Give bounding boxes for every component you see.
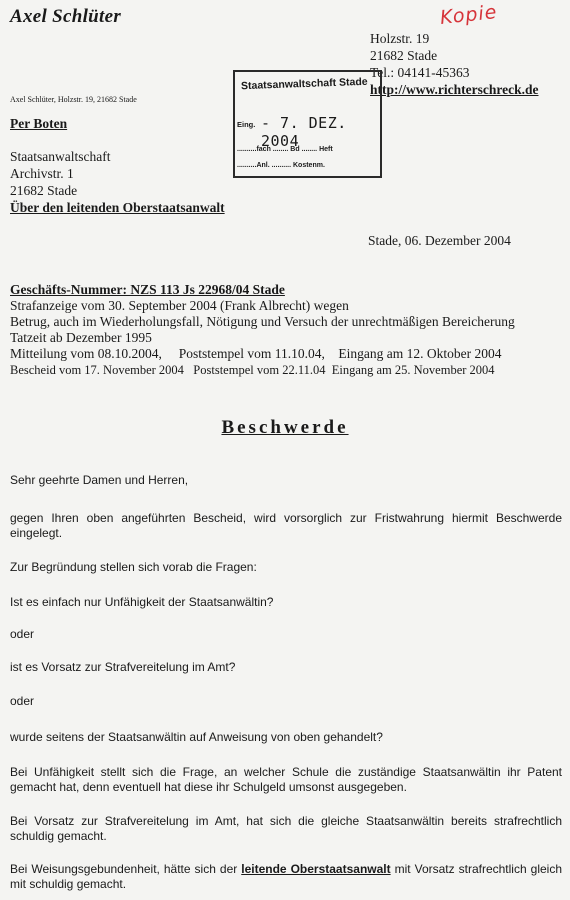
kopie-handwritten-mark: Kopie (439, 1, 499, 29)
greeting: Sehr geehrte Damen und Herren, (10, 473, 189, 487)
sender-name: Axel Schlüter (10, 6, 122, 27)
paragraph-5-underlined: leitende Oberstaatsanwalt (241, 862, 391, 876)
paragraph-5-start: Bei Weisungsgebundenheit, hätte sich der (10, 862, 242, 876)
return-address-line: Axel Schlüter, Holzstr. 19, 21682 Stade (10, 95, 137, 104)
oder-1: oder (10, 627, 35, 641)
document-title: Beschwerde (221, 417, 349, 438)
paragraph-4: Bei Vorsatz zur Strafvereitelung im Amt, hat sich die gleiche Staatsanwältin bereits strafrechtlich schuldig gemacht. (10, 814, 562, 843)
paragraph-3: Bei Unfähigkeit stellt sich die Frage, an welcher Schule die zuständige Staatsanwältin ihr Patent gemacht hat, denn eventuell hat diese ihr Schulgeld umsonst ausgegeben. (10, 765, 562, 794)
paragraph-5-end: mit Vorsatz strafrechtlich gleich mit schuldig gemacht. (10, 862, 562, 891)
reference-line-6: Bescheid vom 17. November 2004 Poststempel vom 22.11.04 Eingang am 25. November 2004 (10, 363, 495, 377)
stamp-title: Staatsanwaltschaft Stade (240, 75, 368, 93)
recipient-line-4: Über den leitenden Oberstaatsanwalt (10, 200, 225, 215)
oder-2: oder (10, 694, 35, 708)
reference-line-2: Strafanzeige vom 30. September 2004 (Frank Albrecht) wegen (10, 298, 349, 313)
stamp-eing-label: Eing. (237, 120, 256, 129)
date-line: Stade, 06. Dezember 2004 (368, 233, 511, 248)
sender-website-link[interactable]: http://www.richterschreck.de (370, 82, 539, 97)
question-1: Ist es einfach nur Unfähigkeit der Staatsanwältin? (10, 595, 274, 609)
recipient-line-2: Archivstr. 1 (10, 166, 74, 181)
paragraph-1: gegen Ihren oben angeführten Bescheid, wird vorsorglich zur Fristwahrung hiermit Beschwerde eingelegt. (10, 511, 562, 540)
paragraph-5 (10, 862, 562, 892)
stamp-row-anl: ..........Anl. .......... Kostenm. (237, 162, 325, 169)
delivery-method: Per Boten (10, 116, 68, 131)
sender-phone: Tel.: 04141-45363 (370, 65, 470, 80)
sender-street: Holzstr. 19 (370, 31, 430, 46)
recipient-line-3: 21682 Stade (10, 183, 78, 198)
reference-line-3: Betrug, auch im Wiederholungsfall, Nötigung und Versuch der unrechtmäßigen Bereicherung (10, 314, 515, 329)
question-2: ist es Vorsatz zur Strafvereitelung im Amt? (10, 660, 236, 674)
reference-block (10, 282, 565, 378)
paragraph-2: Zur Begründung stellen sich vorab die Fragen: (10, 560, 257, 574)
recipient-line-1: Staatsanwaltschaft (10, 149, 111, 164)
reference-line-5: Mitteilung vom 08.10.2004, Poststempel vom 11.10.04, Eingang am 12. Oktober 2004 (10, 346, 502, 361)
case-number: Geschäfts-Nummer: NZS 113 Js 22968/04 Stade (10, 282, 285, 297)
stamp-row-fach: ..........fach ........ Bd ........ Heft (237, 146, 333, 153)
stamp-date: - 7. DEZ. 2004 (261, 114, 347, 150)
recipient-address (10, 148, 225, 216)
reference-line-4: Tatzeit ab Dezember 1995 (10, 330, 152, 345)
question-3: wurde seitens der Staatsanwältin auf Anweisung von oben gehandelt? (10, 730, 383, 744)
sender-address (370, 30, 538, 98)
received-stamp (233, 70, 382, 178)
sender-city: 21682 Stade (370, 48, 438, 63)
